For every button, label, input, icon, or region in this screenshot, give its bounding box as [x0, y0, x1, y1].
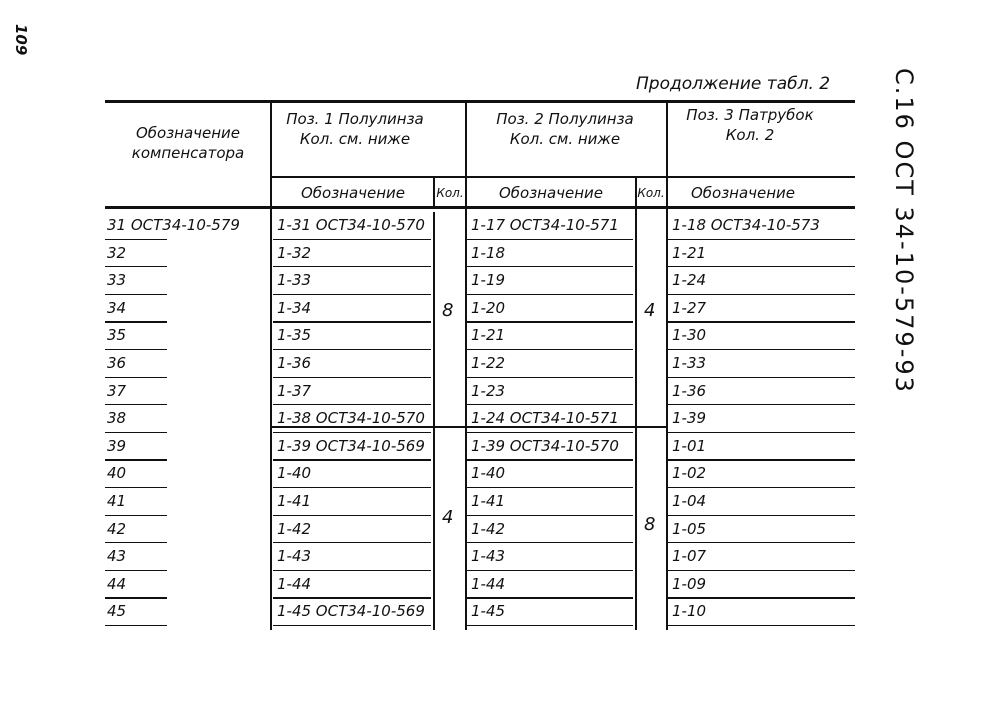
row-rule	[467, 432, 633, 433]
subheader-qty-1: Кол.	[436, 186, 464, 200]
subheader-designation-1: Обозначение	[300, 184, 406, 202]
row-rule	[467, 597, 633, 598]
row-rule	[105, 294, 167, 295]
header-position-3: Поз. 3 Патрубок Кол. 2	[686, 106, 814, 144]
row-rule	[273, 404, 431, 405]
row-rule	[105, 404, 167, 405]
row-rule	[668, 377, 855, 378]
position-1-designation: 1-36	[277, 354, 312, 372]
row-rule	[467, 487, 633, 488]
position-2-designation: 1-43	[471, 547, 506, 566]
column-divider-5	[666, 100, 668, 630]
compensator-designation: 42	[107, 519, 127, 538]
compensator-designation: 43	[107, 547, 127, 566]
compensator-designation: 33	[107, 271, 127, 290]
row-rule	[668, 542, 855, 543]
position-3-designation: 1-36	[672, 381, 707, 400]
row-rule	[668, 625, 855, 626]
position-2-designation: 1-21	[471, 326, 506, 345]
row-rule	[105, 321, 167, 322]
position-1-designation: 1-43	[277, 547, 312, 566]
quantity-pos2-group2: 8	[644, 514, 656, 535]
row-rule	[668, 432, 855, 433]
row-rule	[467, 377, 633, 378]
position-3-designation: 1-33	[672, 354, 707, 372]
row-rule	[105, 349, 167, 350]
compensator-designation: 40	[107, 464, 127, 483]
column-divider-4	[635, 176, 637, 630]
row-rule	[273, 625, 431, 626]
table-continuation-label: Продолжение табл. 2	[636, 74, 831, 94]
position-1-designation: 1-35	[277, 326, 312, 345]
position-3-designation: 1-18 ОСТ34-10-573	[672, 216, 820, 234]
position-3-designation: 1-07	[672, 547, 707, 566]
position-2-designation: 1-23	[471, 381, 506, 400]
row-rule	[273, 542, 431, 543]
position-1-designation: 1-44	[277, 574, 312, 593]
row-rule	[668, 321, 855, 322]
position-2-designation: 1-40	[471, 464, 506, 483]
position-3-designation: 1-04	[672, 492, 707, 510]
row-rule	[668, 597, 855, 598]
position-3-designation: 1-39	[672, 409, 707, 428]
position-3-designation: 1-09	[672, 574, 707, 593]
compensator-designation: 36	[107, 354, 127, 372]
subheader-rule	[270, 176, 855, 178]
row-rule	[273, 432, 431, 433]
compensator-designation: 34	[107, 298, 127, 317]
page-number: 109	[12, 24, 30, 56]
position-2-designation: 1-20	[471, 298, 506, 317]
row-rule	[273, 266, 431, 267]
header-designation: Обозначение компенсатора	[131, 124, 245, 162]
position-2-designation: 1-18	[471, 243, 506, 262]
row-rule	[105, 432, 167, 433]
row-rule	[273, 239, 431, 240]
position-1-designation: 1-40	[277, 464, 312, 483]
row-rule	[105, 597, 167, 598]
row-rule	[467, 515, 633, 516]
row-rule	[668, 349, 855, 350]
row-rule	[273, 321, 431, 322]
row-rule	[668, 239, 855, 240]
position-2-designation: 1-22	[471, 354, 506, 372]
row-rule	[105, 487, 167, 488]
row-rule	[105, 239, 167, 240]
row-rule	[467, 349, 633, 350]
compensator-designation: 38	[107, 409, 127, 428]
position-2-designation: 1-19	[471, 271, 506, 290]
header-bottom-rule	[105, 206, 855, 209]
row-rule	[467, 404, 633, 405]
subheader-designation-3: Обозначение	[690, 184, 796, 202]
row-rule	[105, 570, 167, 571]
position-3-designation: 1-05	[672, 519, 707, 538]
compensator-designation: 44	[107, 574, 127, 593]
position-3-designation: 1-27	[672, 298, 707, 317]
compensator-designation: 35	[107, 326, 127, 345]
row-rule	[467, 459, 633, 460]
position-1-designation: 1-38 ОСТ34-10-570	[277, 409, 425, 428]
position-1-designation: 1-45 ОСТ34-10-569	[277, 602, 425, 621]
position-2-designation: 1-41	[471, 492, 506, 510]
row-rule	[668, 404, 855, 405]
row-rule	[105, 459, 167, 460]
row-rule	[273, 349, 431, 350]
row-rule	[105, 266, 167, 267]
position-3-designation: 1-21	[672, 243, 707, 262]
position-1-designation: 1-33	[277, 271, 312, 290]
compensator-designation: 39	[107, 436, 127, 455]
row-rule	[467, 266, 633, 267]
column-divider-3	[465, 100, 467, 630]
row-rule	[467, 542, 633, 543]
row-rule	[273, 570, 431, 571]
compensator-designation: 45	[107, 602, 127, 621]
position-1-designation: 1-41	[277, 492, 312, 510]
row-rule	[467, 570, 633, 571]
compensator-designation: 32	[107, 243, 127, 262]
subheader-designation-2: Обозначение	[498, 184, 604, 202]
row-rule	[467, 239, 633, 240]
position-1-designation: 1-37	[277, 381, 312, 400]
row-rule	[105, 377, 167, 378]
row-rule	[467, 625, 633, 626]
position-3-designation: 1-01	[672, 436, 707, 455]
position-2-designation: 1-45	[471, 602, 506, 621]
compensator-designation: 41	[107, 492, 127, 510]
row-rule	[668, 294, 855, 295]
row-rule	[105, 542, 167, 543]
position-3-designation: 1-24	[672, 271, 707, 290]
position-3-designation: 1-10	[672, 602, 707, 621]
quantity-pos1-group1: 8	[442, 300, 454, 321]
quantity-pos2-group1: 4	[644, 300, 656, 321]
row-rule	[467, 321, 633, 322]
position-1-designation: 1-34	[277, 298, 312, 317]
position-1-designation: 1-39 ОСТ34-10-569	[277, 436, 425, 455]
header-position-2: Поз. 2 Полулинза Кол. см. ниже	[496, 110, 634, 148]
row-rule	[273, 515, 431, 516]
row-rule	[105, 515, 167, 516]
position-2-designation: 1-42	[471, 519, 506, 538]
specification-table	[105, 97, 855, 632]
position-1-designation: 1-31 ОСТ34-10-570	[277, 216, 425, 234]
position-3-designation: 1-02	[672, 464, 707, 483]
row-rule	[273, 377, 431, 378]
position-1-designation: 1-32	[277, 243, 312, 262]
position-2-designation: 1-44	[471, 574, 506, 593]
table-top-rule	[105, 100, 855, 103]
compensator-designation: 37	[107, 381, 127, 400]
subheader-qty-2: Кол.	[637, 186, 665, 200]
column-divider-1	[270, 100, 272, 630]
row-rule	[668, 266, 855, 267]
position-1-designation: 1-42	[277, 519, 312, 538]
position-2-designation: 1-24 ОСТ34-10-571	[471, 409, 619, 428]
row-rule	[668, 570, 855, 571]
row-rule	[105, 625, 167, 626]
row-rule	[668, 459, 855, 460]
compensator-designation: 31 ОСТ34-10-579	[107, 216, 240, 234]
row-rule	[273, 459, 431, 460]
row-rule	[273, 597, 431, 598]
document-code: С.16 ОСТ 34-10-579-93	[890, 68, 918, 394]
row-rule	[273, 487, 431, 488]
row-rule	[467, 294, 633, 295]
row-rule	[273, 294, 431, 295]
column-divider-2b	[433, 212, 435, 630]
position-2-designation: 1-17 ОСТ34-10-571	[471, 216, 619, 234]
row-rule	[668, 515, 855, 516]
position-2-designation: 1-39 ОСТ34-10-570	[471, 436, 619, 455]
position-3-designation: 1-30	[672, 326, 707, 345]
header-position-1: Поз. 1 Полулинза Кол. см. ниже	[286, 110, 424, 148]
row-rule	[668, 487, 855, 488]
quantity-pos1-group2: 4	[442, 507, 454, 528]
